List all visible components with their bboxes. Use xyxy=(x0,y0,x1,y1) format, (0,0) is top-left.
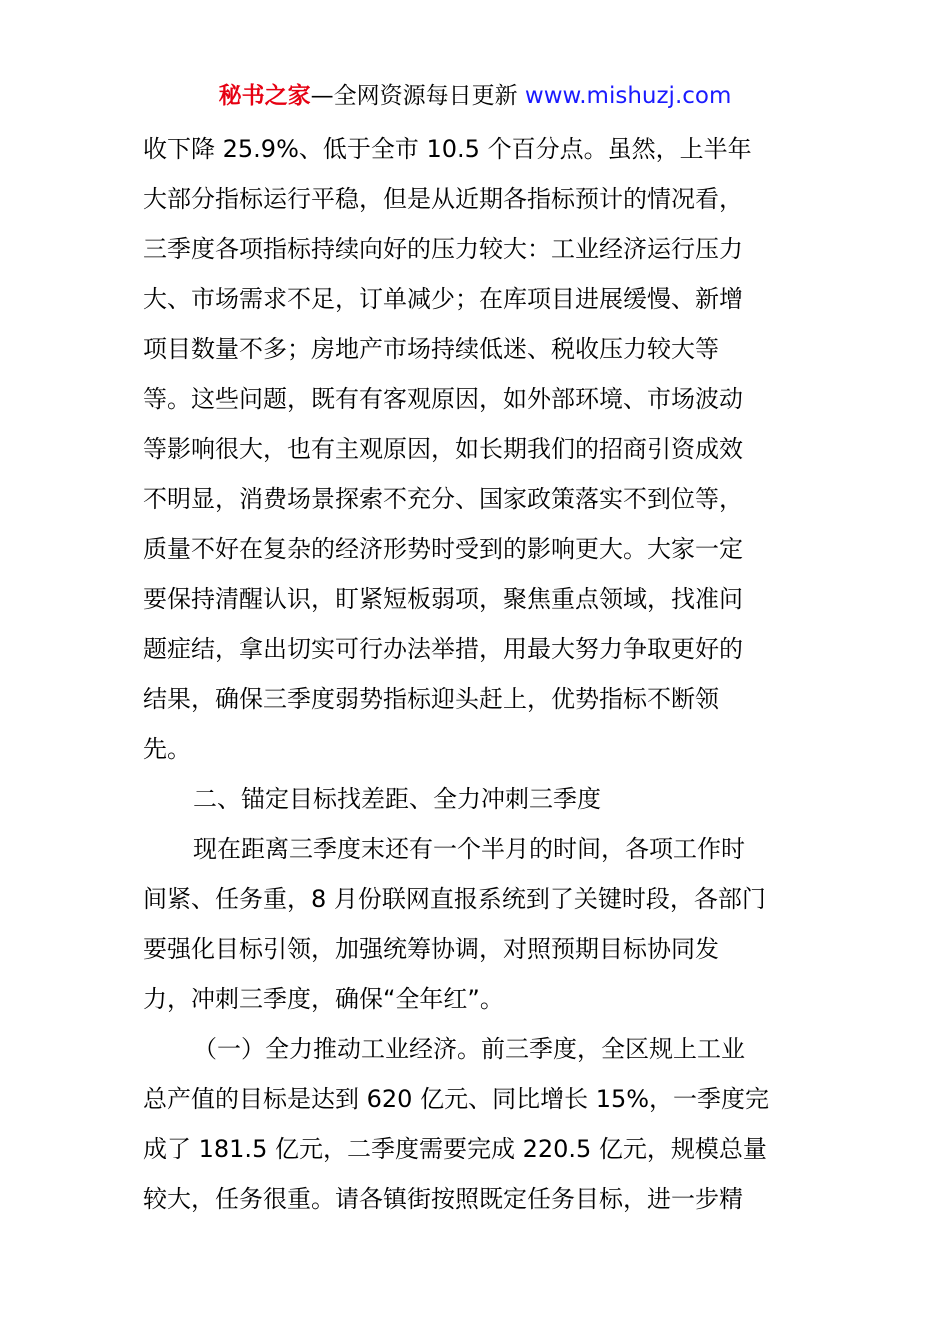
text-line: 现在距离三季度末还有一个半月的时间，各项工作时 xyxy=(193,835,745,863)
header-url[interactable]: www.mishuzj.com xyxy=(524,83,732,109)
text-line: 结果，确保三季度弱势指标迎头赶上，优势指标不断领 xyxy=(143,685,719,713)
text-line: 大部分指标运行平稳，但是从近期各指标预计的情况看， xyxy=(143,185,743,213)
text-line: 等。这些问题，既有有客观原因，如外部环境、市场波动 xyxy=(143,385,743,413)
text-line: 间紧、任务重，8 月份联网直报系统到了关键时段，各部门 xyxy=(143,885,766,913)
text-line: 先。 xyxy=(143,735,191,763)
text-line: 成了 181.5 亿元，二季度需要完成 220.5 亿元，规模总量 xyxy=(143,1135,767,1163)
text-line: 要保持清醒认识，盯紧短板弱项，聚焦重点领域，找准问 xyxy=(143,585,743,613)
brand-name: 秘书之家 xyxy=(218,83,311,109)
text-line: 题症结，拿出切实可行办法举措，用最大努力争取更好的 xyxy=(143,635,743,663)
header-tagline: —全网资源每日更新 xyxy=(310,83,518,109)
page-header xyxy=(0,80,950,112)
text-line: 三季度各项指标持续向好的压力较大：工业经济运行压力 xyxy=(143,235,743,263)
document-body xyxy=(143,124,808,1224)
text-line: 收下降 25.9%、低于全市 10.5 个百分点。虽然，上半年 xyxy=(143,135,752,163)
text-line: 质量不好在复杂的经济形势时受到的影响更大。大家一定 xyxy=(143,535,743,563)
text-line: 不明显，消费场景探索不充分、国家政策落实不到位等， xyxy=(143,485,743,513)
text-line: 等影响很大，也有主观原因，如长期我们的招商引资成效 xyxy=(143,435,743,463)
text-line: 项目数量不多；房地产市场持续低迷、税收压力较大等 xyxy=(143,335,719,363)
text-line: 总产值的目标是达到 620 亿元、同比增长 15%，一季度完 xyxy=(143,1085,770,1113)
text-line: 大、市场需求不足，订单减少；在库项目进展缓慢、新增 xyxy=(143,285,743,313)
text-line: 要强化目标引领，加强统筹协调，对照预期目标协同发 xyxy=(143,935,719,963)
text-line: 力，冲刺三季度，确保“全年红”。 xyxy=(143,985,504,1013)
subsection-line: （一）全力推动工业经济。前三季度，全区规上工业 xyxy=(193,1035,745,1063)
section-heading: 二、锚定目标找差距、全力冲刺三季度 xyxy=(193,785,601,813)
text-line: 较大，任务很重。请各镇街按照既定任务目标，进一步精 xyxy=(143,1185,743,1213)
